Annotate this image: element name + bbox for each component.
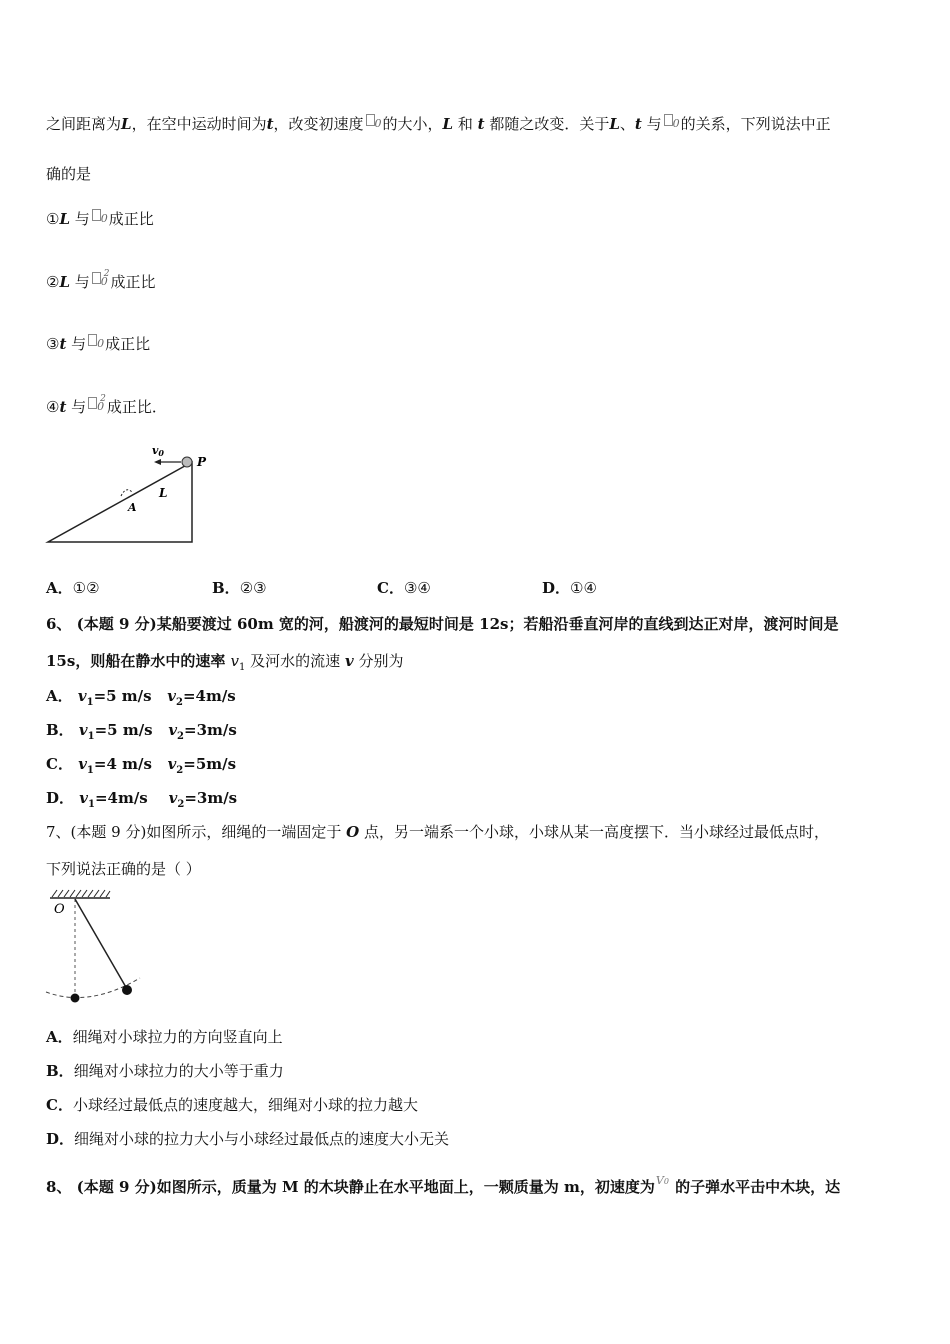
ball-lowest — [71, 994, 80, 1003]
v0-symbol: 0 — [365, 113, 382, 135]
p-label: P — [197, 455, 207, 469]
q5-option-d[interactable]: D．①④ — [542, 579, 597, 597]
ceiling-hatch — [52, 890, 110, 897]
q7-option-b[interactable]: B．细绳对小球拉力的大小等于重力 — [46, 1062, 284, 1080]
ball-swinging — [122, 985, 132, 995]
q6-option-c[interactable]: C． $v_1=4$ m/s $v_2=5m/s$ — [46, 755, 237, 776]
v0-squared-symbol: $0^2$ — [87, 396, 106, 419]
string — [75, 899, 127, 989]
statement-1: ①L 与 0成正比 — [46, 210, 154, 228]
landing-arc — [121, 490, 132, 496]
pendulum-figure — [44, 886, 144, 1006]
q5-line-2: 确的是 — [46, 165, 92, 183]
q6-option-d[interactable]: D． $v_1=4m/s$ $v_2=3m/s$ — [46, 789, 238, 810]
q6-line-2: 15s，则船在静水中的速率 $v_1$ 及河水的流速 v 分别为 — [46, 652, 404, 673]
q5-option-b[interactable]: B．②③ — [212, 579, 267, 597]
q7-line-1: 7、(本题 9 分)如图所示，细绳的一端固定于 O 点，另一端系一个小球，小球从某一高度摆下．当小球经过最低点时， — [46, 823, 829, 841]
q7-option-a[interactable]: A．细绳对小球拉力的方向竖直向上 — [46, 1028, 283, 1046]
v0-symbol: 0 — [663, 113, 680, 135]
statement-2: ②L 与 $0^2$成正比 — [46, 271, 156, 294]
q5-line-1: 之间距离为L，在空中运动时间为t，改变初速度 0的大小，L 和 t 都随之改变．关于L、t 与 0的关系，下列说法中正 — [46, 115, 831, 133]
q5-option-c[interactable]: C．③④ — [377, 579, 431, 597]
statement-4: ④t 与 $0^2$成正比． — [46, 396, 167, 419]
ball-p — [182, 457, 192, 467]
q6-option-b[interactable]: B． $v_1=5$ m/s $v_2=3m/s$ — [46, 721, 237, 742]
q8-line-1: 8、 (本题 9 分)如图所示，质量为 M 的木块静止在水平地面上，一颗质量为 m，初速度为V0 的子弹水平击中木块，达 — [46, 1176, 840, 1199]
l-label: L — [159, 486, 168, 500]
o-label: O — [54, 902, 65, 917]
v0-symbol: 0 — [91, 208, 108, 230]
a-label: A — [128, 501, 137, 514]
statement-3: ③t 与 0成正比 — [46, 335, 151, 353]
incline-triangle — [48, 462, 192, 542]
q6-option-a[interactable]: A． $v_1=5$ m/s $v_2=4m/s$ — [46, 687, 236, 708]
v0-symbol: V0 — [655, 1174, 669, 1187]
v0-label: v0 — [152, 444, 164, 458]
q7-option-d[interactable]: D．细绳对小球的拉力大小与小球经过最低点的速度大小无关 — [46, 1130, 450, 1148]
q7-line-2: 下列说法正确的是（ ） — [46, 860, 201, 878]
q5-option-a[interactable]: A．①② — [46, 579, 100, 597]
q5-options — [0, 577, 950, 601]
q7-option-c[interactable]: C．小球经过最低点的速度越大，细绳对小球的拉力越大 — [46, 1096, 418, 1114]
incline-figure — [44, 440, 224, 548]
v0-squared-symbol: $0^2$ — [91, 271, 110, 294]
v0-symbol: 0 — [87, 333, 104, 355]
q6-line-1: 6、 (本题 9 分)某船要渡过 60m 宽的河，船渡河的最短时间是 12s；若船沿垂直河岸的直线到达正对岸，渡河时间是 — [46, 615, 839, 633]
